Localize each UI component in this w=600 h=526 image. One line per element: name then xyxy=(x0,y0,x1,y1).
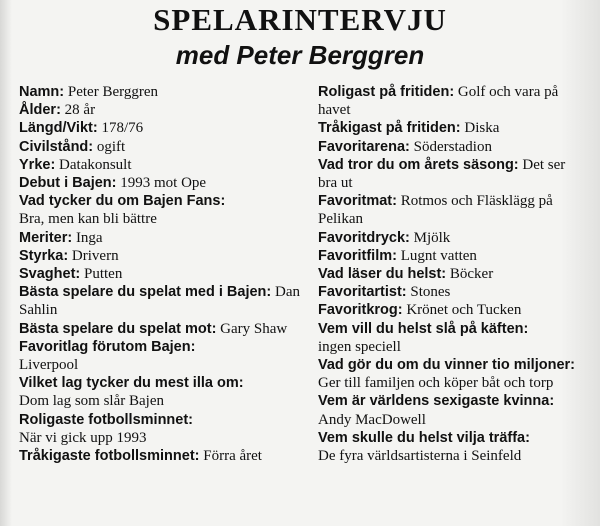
answer-text: Krönet och Tucken xyxy=(406,302,522,319)
page-edge-left xyxy=(0,0,12,526)
qa-entry xyxy=(318,265,580,283)
answer-text: Böcker xyxy=(449,266,494,283)
qa-entry xyxy=(318,229,580,247)
answer-text: 178/76 xyxy=(101,120,144,137)
question-label: Vem skulle du helst vilja träffa: xyxy=(318,429,530,446)
question-label: Svaghet: xyxy=(19,266,81,283)
question-label: Favoritlag förutom Bajen: xyxy=(19,338,196,355)
qa-entry xyxy=(318,283,580,301)
qa-entry xyxy=(318,119,580,137)
answer-text: De fyra världsartisterna i Seinfeld xyxy=(318,448,522,465)
answer-text: 1993 mot Ope xyxy=(120,175,207,192)
answer-text: Putten xyxy=(84,266,123,283)
qa-entry xyxy=(318,429,580,465)
answer-text: Dan Sahlin xyxy=(19,284,300,319)
qa-entry xyxy=(19,320,309,338)
answer-text: Rotmos och Fläsklägg på Pelikan xyxy=(318,193,553,228)
qa-entry xyxy=(19,447,309,465)
answer-text: 28 år xyxy=(64,102,96,119)
qa-entry xyxy=(19,265,309,283)
qa-entry xyxy=(19,119,309,137)
qa-entry xyxy=(19,83,309,101)
question-label: Roligast på fritiden: xyxy=(318,84,455,100)
qa-entry xyxy=(318,138,580,156)
qa-entry xyxy=(318,192,580,228)
qa-entry xyxy=(318,356,580,392)
answer-text: Andy MacDowell xyxy=(318,411,426,428)
answer-text: Lugnt vatten xyxy=(400,247,477,264)
question-label: Ålder: xyxy=(19,102,61,119)
answer-text: Datakonsult xyxy=(59,156,132,173)
answer-text: Förra året xyxy=(203,448,262,465)
qa-entry xyxy=(19,138,309,156)
question-label: Roligaste fotbollsminnet: xyxy=(19,411,193,428)
page-subtitle: med Peter Berggren xyxy=(175,40,425,70)
answer-text: Peter Berggren xyxy=(67,84,158,100)
question-label: Styrka: xyxy=(19,247,69,264)
qa-entry xyxy=(19,374,309,410)
question-label: Längd/Vikt: xyxy=(19,120,98,137)
question-label: Favoritmat: xyxy=(318,193,397,210)
qa-entry xyxy=(19,101,309,119)
left-column xyxy=(19,83,309,465)
answer-text: Diska xyxy=(464,120,500,137)
answer-text: Ger till familjen och köper båt och torp xyxy=(318,375,554,392)
question-label: Vilket lag tycker du mest illa om: xyxy=(19,375,244,392)
answer-text: Gary Shaw xyxy=(220,320,288,337)
question-label: Favoritdryck: xyxy=(318,229,410,246)
answer-text: ogift xyxy=(96,138,126,155)
question-label: Civilstånd: xyxy=(19,138,94,155)
question-label: Vem är världens sexigaste kvinna: xyxy=(318,393,555,410)
question-label: Favoritkrog: xyxy=(318,302,403,319)
page-title: SPELARINTERVJU xyxy=(153,2,447,37)
answer-text: Mjölk xyxy=(413,229,451,246)
question-label: Namn: xyxy=(19,84,65,100)
question-label: Favoritartist: xyxy=(318,284,407,301)
question-label: Vad tycker du om Bajen Fans: xyxy=(19,193,226,210)
answer-text: Söderstadion xyxy=(413,138,492,155)
question-label: Bästa spelare du spelat mot: xyxy=(19,320,217,337)
question-label: Bästa spelare du spelat med i Bajen: xyxy=(19,284,272,301)
qa-entry xyxy=(19,192,309,228)
answer-text: Dom lag som slår Bajen xyxy=(19,393,164,410)
answer-text: Golf och vara på havet xyxy=(318,84,559,119)
question-label: Favoritfilm: xyxy=(318,247,397,264)
right-column xyxy=(318,83,580,465)
answer-text: Inga xyxy=(75,229,103,246)
question-label: Yrke: xyxy=(19,156,56,173)
question-label: Debut i Bajen: xyxy=(19,175,117,192)
qa-entry xyxy=(318,392,580,428)
answer-text: Stones xyxy=(410,284,451,301)
qa-entry xyxy=(19,338,309,374)
qa-entry xyxy=(19,229,309,247)
question-label: Vad läser du helst: xyxy=(318,266,447,283)
qa-entry xyxy=(318,156,580,192)
question-label: Tråkigast på fritiden: xyxy=(318,120,461,137)
answer-text: När vi gick upp 1993 xyxy=(19,429,147,446)
answer-text: Bra, men kan bli bättre xyxy=(19,211,157,228)
question-label: Vem vill du helst slå på käften: xyxy=(318,320,529,337)
qa-entry xyxy=(19,174,309,192)
qa-entry xyxy=(318,247,580,265)
qa-entry xyxy=(318,301,580,319)
question-label: Tråkigaste fotbollsminnet: xyxy=(19,448,200,465)
answer-text: Drivern xyxy=(71,247,119,264)
question-label: Meriter: xyxy=(19,229,73,246)
qa-entry xyxy=(19,411,309,447)
answer-text: Det ser bra ut xyxy=(318,156,566,192)
qa-entry xyxy=(318,83,580,119)
question-label: Vad gör du om du vinner tio miljoner: xyxy=(318,357,575,374)
question-label: Favoritarena: xyxy=(318,138,410,155)
question-label: Vad tror du om årets säsong: xyxy=(318,156,519,173)
qa-entry xyxy=(19,247,309,265)
qa-entry xyxy=(19,156,309,174)
qa-entry xyxy=(19,283,309,319)
qa-entry xyxy=(318,320,580,356)
answer-text: Liverpool xyxy=(19,357,79,374)
answer-text: ingen speciell xyxy=(318,338,401,355)
